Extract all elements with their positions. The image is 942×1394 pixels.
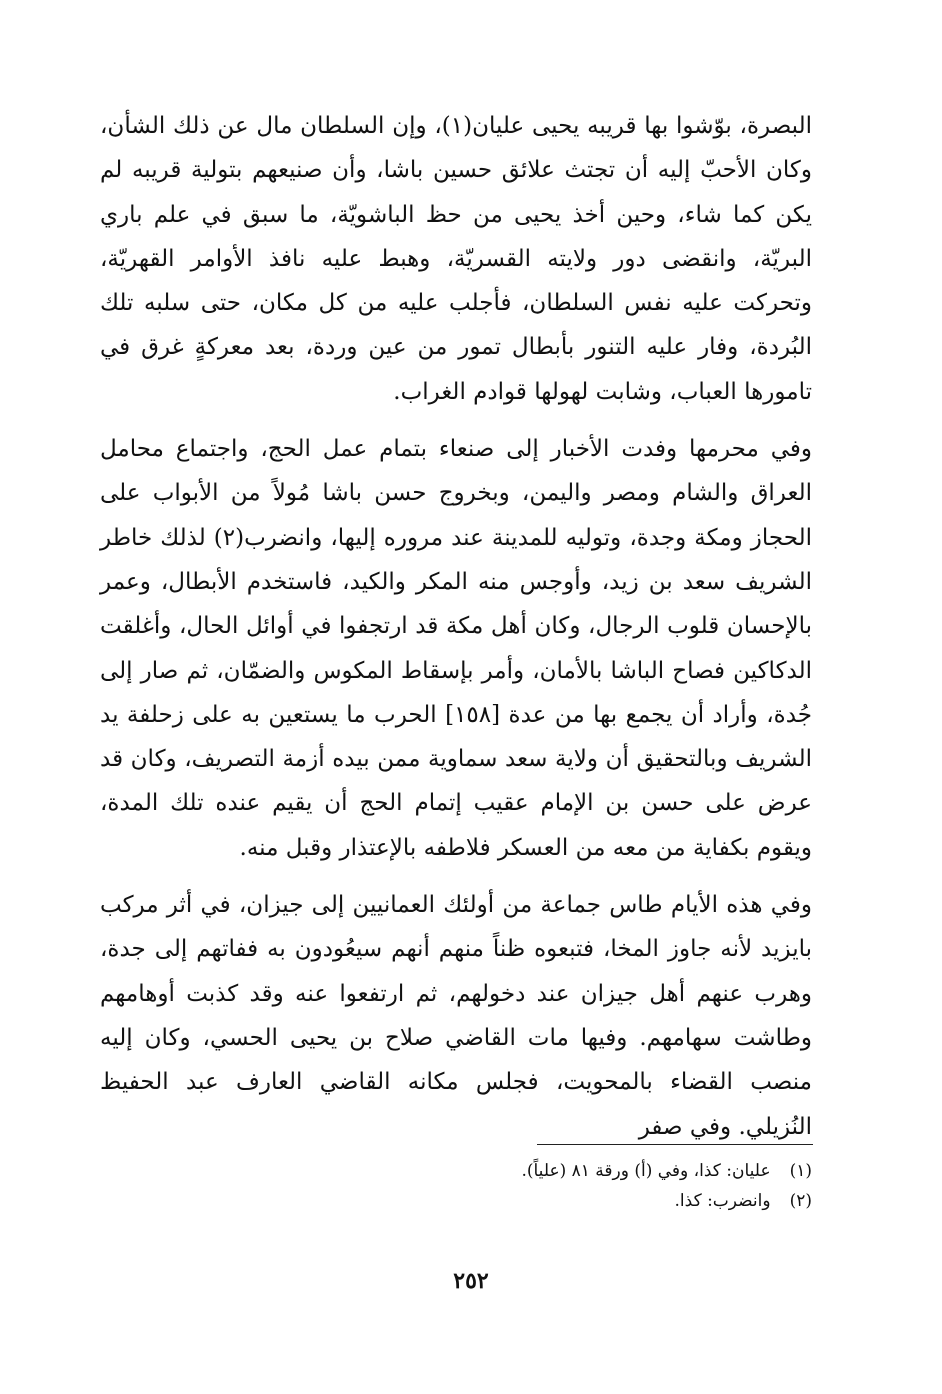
footnote-divider: [537, 1144, 813, 1145]
footnotes: [400, 1156, 812, 1216]
footnote-text: عليان: كذا، وفي (أ) ورقة ٨١ (علياً).: [521, 1161, 771, 1181]
paragraph-1: البصرة، بوّشوا بها قريبه يحيى عليان(١)، وإن السلطان مال عن ذلك الشأن، وكان الأحبّ إليه أن تجتث علائق حسين باشا، وأن صنيعهم بتولية قريبه لم يكن كما شاء، وحين أخذ يحيى من حظ الباشويّة، ما سبق في علم باري البريّة، وانقضى دور ولايته القسريّة، وهبط عليه نافذ الأوامر القهريّة، وتحركت عليه نفس السلطان، فأجلب عليه من كل مكان، حتى سلبه تلك البُردة، وفار عليه التنور بأبطال تمور من عين وردة، بعد معركةٍ غرق في تامورها العباب، وشابت لهولها قوادم الغراب.: [100, 113, 812, 405]
footnote-1: [400, 1156, 812, 1186]
footnote-number: (٢): [789, 1191, 812, 1211]
footnote-2: [400, 1186, 812, 1216]
paragraph-2: وفي محرمها وفدت الأخبار إلى صنعاء بتمام عمل الحج، واجتماع محامل العراق والشام ومصر واليمن، وبخروج حسن باشا مُولاً من الأبواب على الحجاز ومكة وجدة، وتوليه للمدينة عند مروره إليها، وانضرب(٢) لذلك خاطر الشريف سعد بن زيد، وأوجس منه المكر والكيد، فاستخدم الأبطال، وعمر بالإحسان قلوب الرجال، وكان أهل مكة قد ارتجفوا في أوائل الحال، وأغلقت الدكاكين فصاح الباشا بالأمان، وأمر بإسقاط المكوس والضمّان، ثم صار إلى جُدة، وأراد أن يجمع بها من عدة [١٥٨] الحرب ما يستعين به على زحلفة يد الشريف وبالتحقيق أن ولاية سعد سماوية ممن بيده أزمة التصريف، وكان قد عرض على حسن بن الإمام عقيب إتمام الحج أن يقيم عنده تلك المدة، ويقوم بكفاية من معه من العسكر فلاطفه بالإعتذار وقبل منه.: [100, 436, 812, 861]
footnote-text: وانضرب: كذا.: [674, 1191, 771, 1211]
footnote-number: (١): [789, 1161, 812, 1181]
main-text: [100, 104, 812, 1162]
page-number: ٢٥٢: [453, 1268, 489, 1294]
paragraph-3: وفي هذه الأيام طاس جماعة من أولئك العمانيين إلى جيزان، في أثر مركب بايزيد لأنه جاوز المخا، فتبعوه ظناً منهم أنهم سيعُودون به ففاتهم إلى جدة، وهرب عنهم أهل جيزان عند دخولهم، ثم ارتفعوا عنه وقد كذبت أوهامهم وطاشت سهامهم. وفيها مات القاضي صلاح بن يحيى الحسي، وكان إليه منصب القضاء بالمحويت، فجلس مكانه القاضي العارف عبد الحفيظ النُزيلي. وفي صفر: [100, 892, 812, 1140]
